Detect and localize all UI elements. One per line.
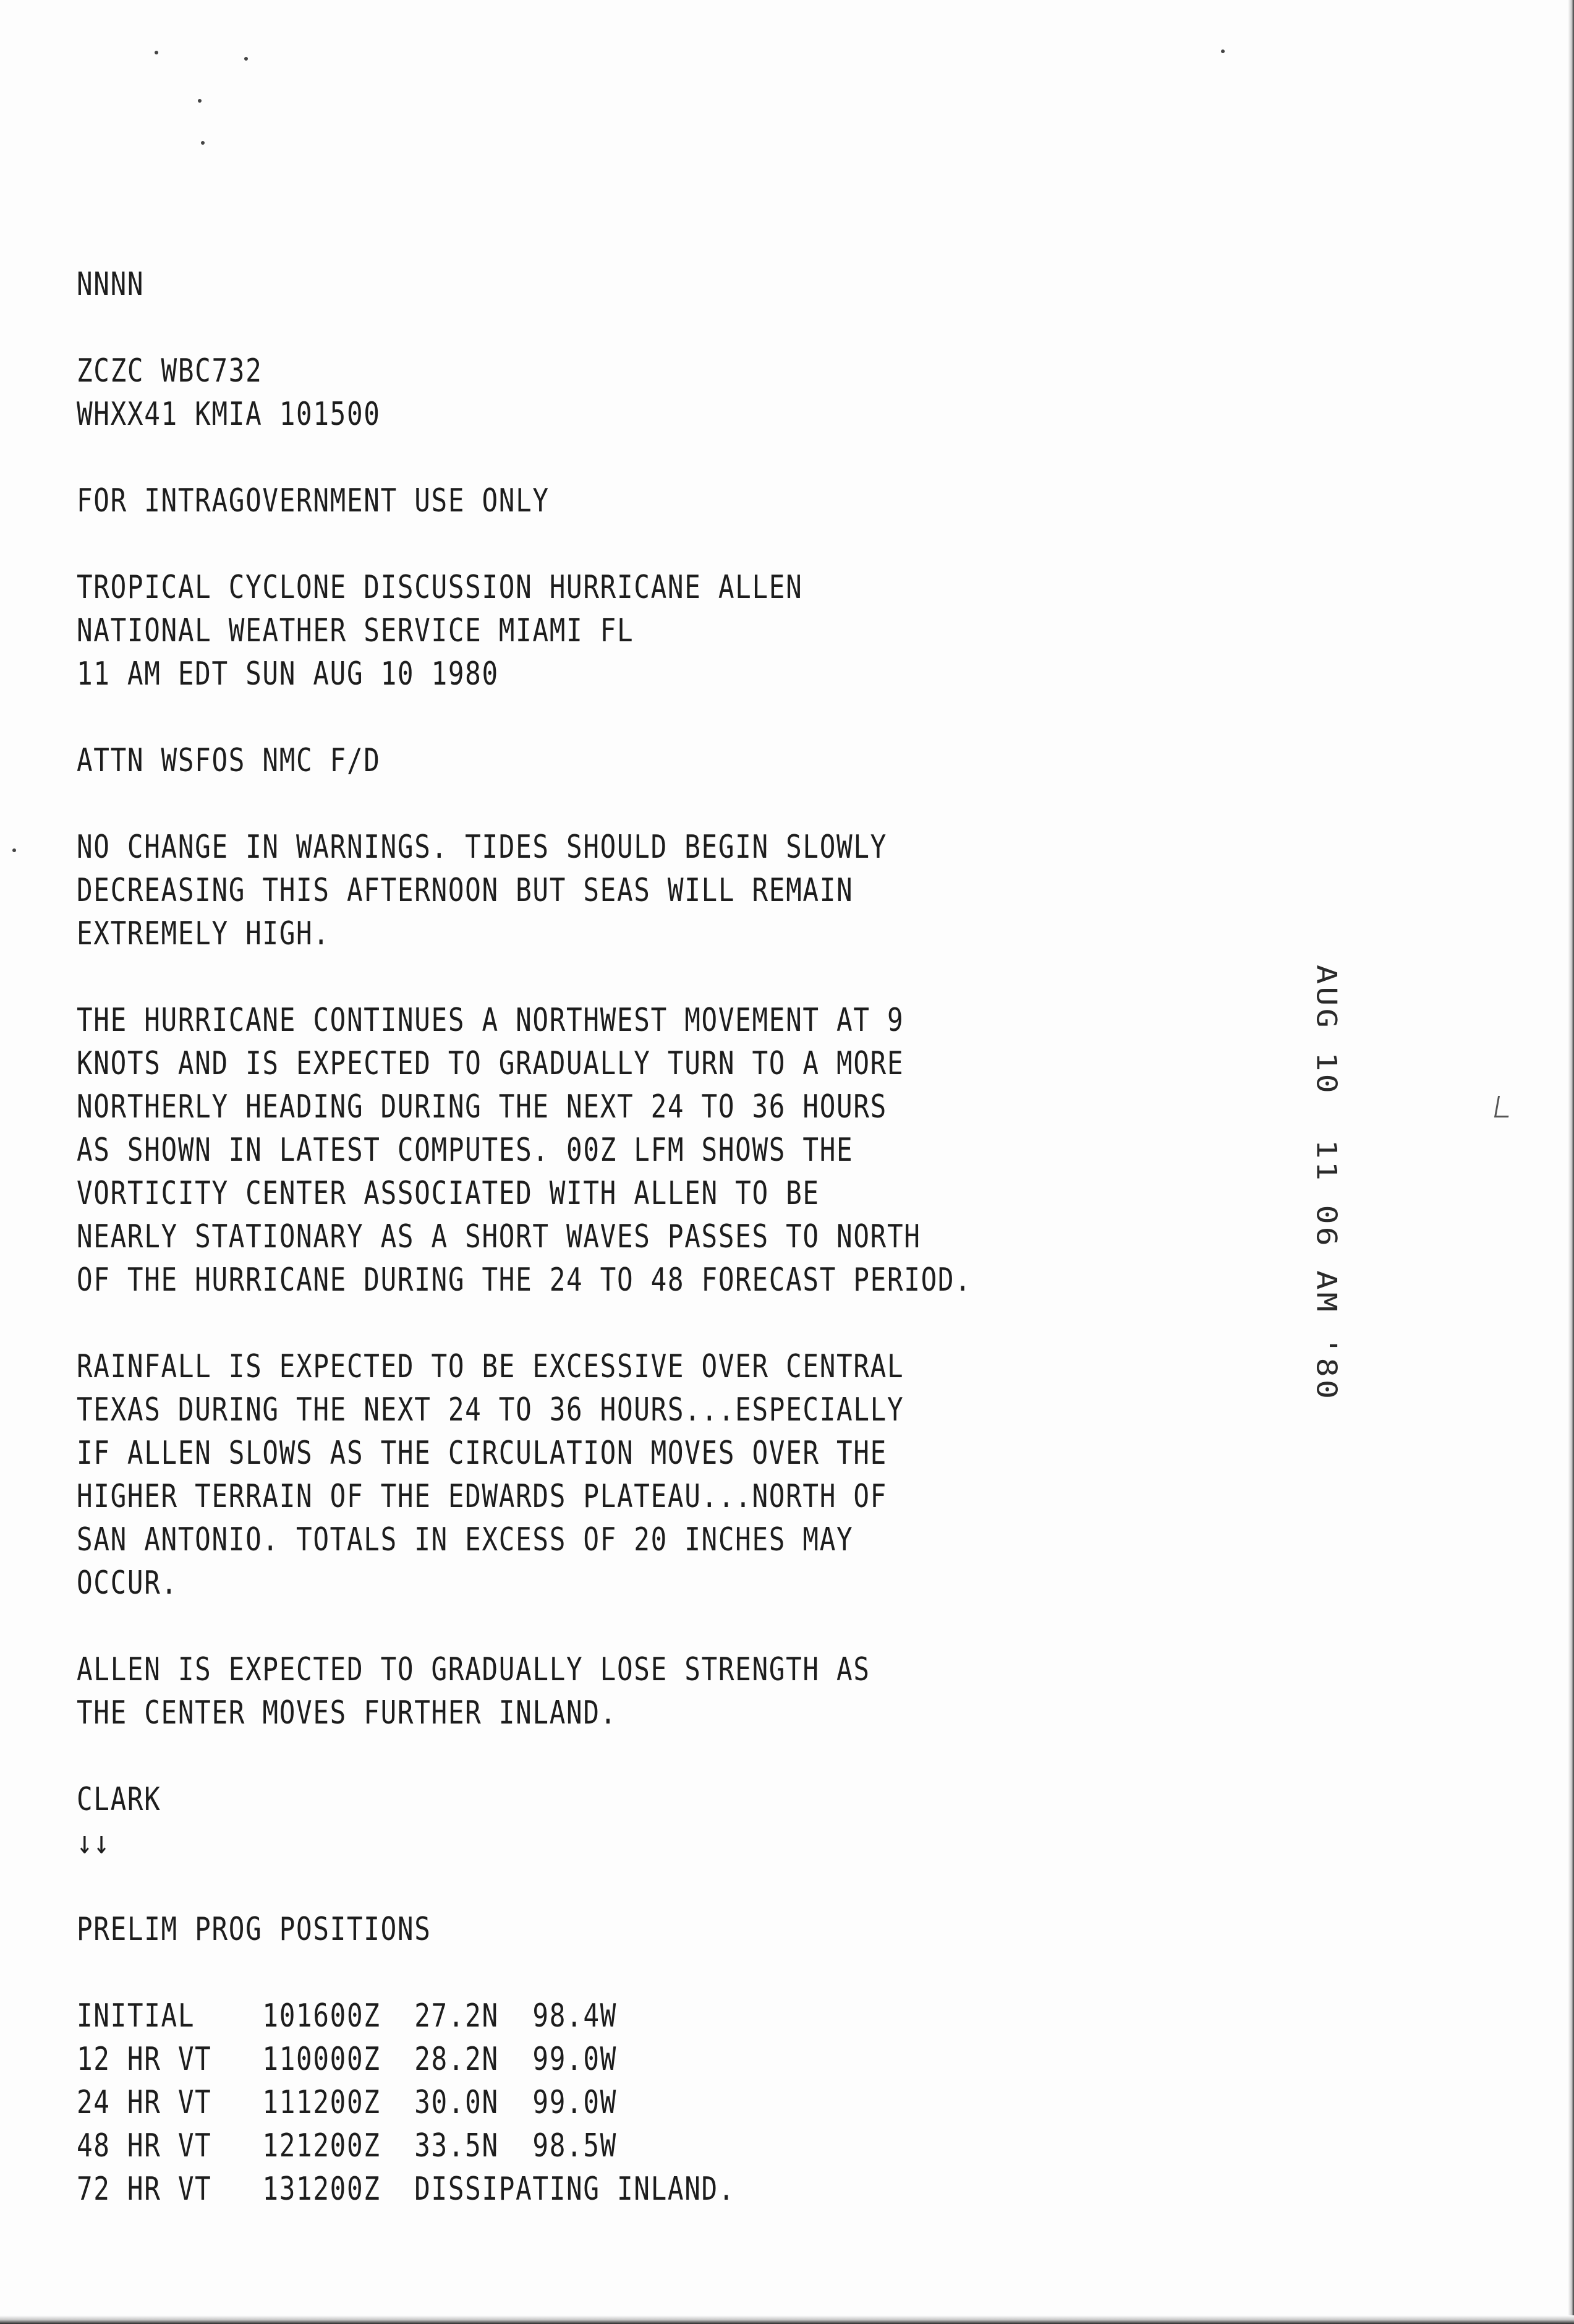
text-line: 11 AM EDT SUN AUG 10 1980 xyxy=(77,656,499,693)
print-speck xyxy=(12,848,16,852)
text-line: NO CHANGE IN WARNINGS. TIDES SHOULD BEGIN SLOWLY xyxy=(77,829,887,866)
text-line: SAN ANTONIO. TOTALS IN EXCESS OF 20 INCHES MAY xyxy=(77,1521,854,1558)
text-line xyxy=(77,436,857,479)
text-line: RAINFALL IS EXPECTED TO BE EXCESSIVE OVER CENTRAL xyxy=(77,1348,904,1385)
print-speck xyxy=(155,51,158,54)
text-line: PRELIM PROG POSITIONS xyxy=(77,1911,432,1948)
page-edge-bottom xyxy=(0,2315,1574,2324)
text-line: THE CENTER MOVES FURTHER INLAND. xyxy=(77,1694,617,1732)
text-line xyxy=(77,306,857,349)
text-line: KNOTS AND IS EXPECTED TO GRADUALLY TURN TO A MORE xyxy=(77,1045,904,1082)
page-edge-right xyxy=(1568,0,1574,2324)
text-line xyxy=(77,1605,857,1648)
text-line: INITIAL 101600Z 27.2N 98.4W xyxy=(77,1997,617,2035)
text-line: NATIONAL WEATHER SERVICE MIAMI FL xyxy=(77,612,634,649)
text-line xyxy=(77,1865,857,1908)
pen-mark xyxy=(1494,1096,1512,1117)
text-line: VORTICITY CENTER ASSOCIATED WITH ALLEN TO BE xyxy=(77,1175,820,1212)
text-line: NNNN xyxy=(77,266,145,303)
text-line xyxy=(77,1951,857,1994)
text-line xyxy=(77,523,857,566)
text-line xyxy=(77,782,857,826)
text-line: THE HURRICANE CONTINUES A NORTHWEST MOVEMENT AT 9 xyxy=(77,1002,904,1039)
text-line: EXTREMELY HIGH. xyxy=(77,915,330,952)
text-line: TEXAS DURING THE NEXT 24 TO 36 HOURS...ESPECIALLY xyxy=(77,1391,904,1429)
text-line: AS SHOWN IN LATEST COMPUTES. 00Z LFM SHOWS THE xyxy=(77,1132,854,1169)
text-line: OCCUR. xyxy=(77,1565,178,1602)
text-line: ↓↓ xyxy=(77,1824,111,1861)
text-line xyxy=(77,696,857,739)
text-line: 24 HR VT 111200Z 30.0N 99.0W xyxy=(77,2084,617,2121)
print-speck xyxy=(198,99,202,103)
text-line: TROPICAL CYCLONE DISCUSSION HURRICANE ALLEN xyxy=(77,569,803,606)
text-line: NORTHERLY HEADING DURING THE NEXT 24 TO 36 HOURS xyxy=(77,1088,887,1126)
text-line xyxy=(77,1735,857,1778)
print-speck xyxy=(244,57,248,61)
print-speck xyxy=(1221,49,1225,53)
text-line: ZCZC WBC732 xyxy=(77,352,263,390)
text-line: 12 HR VT 110000Z 28.2N 99.0W xyxy=(77,2041,617,2078)
text-line: FOR INTRAGOVERNMENT USE ONLY xyxy=(77,482,550,519)
text-line: WHXX41 KMIA 101500 xyxy=(77,396,381,433)
received-date-stamp: AUG 10 11 06 AM '80 xyxy=(1310,965,1342,1402)
teletype-text xyxy=(77,263,972,2211)
text-line: OF THE HURRICANE DURING THE 24 TO 48 FORECAST PERIOD. xyxy=(77,1262,972,1299)
text-line: NEARLY STATIONARY AS A SHORT WAVES PASSES TO NORTH xyxy=(77,1218,921,1255)
text-line xyxy=(77,955,857,999)
text-line xyxy=(77,1302,857,1345)
text-line: 48 HR VT 121200Z 33.5N 98.5W xyxy=(77,2127,617,2164)
text-line: ATTN WSFOS NMC F/D xyxy=(77,742,381,779)
text-line: CLARK xyxy=(77,1781,161,1818)
print-speck xyxy=(201,141,205,145)
text-line: IF ALLEN SLOWS AS THE CIRCULATION MOVES OVER THE xyxy=(77,1435,887,1472)
text-line: DECREASING THIS AFTERNOON BUT SEAS WILL REMAIN xyxy=(77,872,854,909)
text-line: ALLEN IS EXPECTED TO GRADUALLY LOSE STRENGTH AS xyxy=(77,1651,870,1688)
text-line: 72 HR VT 131200Z DISSIPATING INLAND. xyxy=(77,2171,736,2208)
text-line: HIGHER TERRAIN OF THE EDWARDS PLATEAU...NORTH OF xyxy=(77,1478,887,1515)
